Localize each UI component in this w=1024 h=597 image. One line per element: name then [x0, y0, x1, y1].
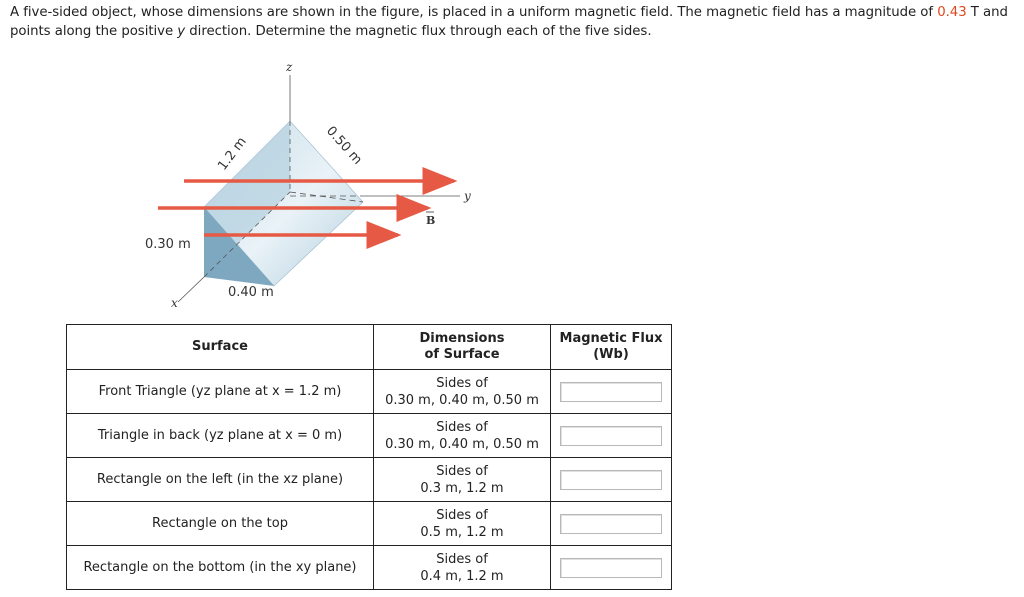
- flux-cell: [551, 370, 672, 414]
- dimension-line2: 0.30 m, 0.40 m, 0.50 m: [385, 436, 539, 452]
- label-y: y: [464, 189, 471, 203]
- dim-label-2: 0.50 m: [323, 123, 365, 168]
- flux-cell: [551, 458, 672, 502]
- problem-text-1: A five-sided object, whose dimensions are shown in the figure, is placed in a uniform magnetic field. The magnetic field has a magnitude of: [10, 5, 938, 20]
- x-axis: [178, 277, 204, 302]
- dim-label-3: 0.30 m: [145, 237, 191, 252]
- flux-input-back-triangle[interactable]: [560, 426, 662, 446]
- header-flux-line1: Magnetic Flux: [559, 331, 663, 346]
- dimension-line2: 0.4 m, 1.2 m: [420, 568, 504, 584]
- dimension-line1: Sides of: [436, 419, 488, 435]
- field-magnitude: 0.43: [937, 5, 967, 20]
- dimension-cell: [374, 370, 551, 414]
- surface-cell: Rectangle on the bottom (in the xy plane): [67, 546, 374, 590]
- header-dimensions-line1: Dimensions: [419, 331, 505, 346]
- table-header-row: [67, 325, 672, 370]
- label-b: B: [426, 214, 436, 227]
- dimension-line2: 0.5 m, 1.2 m: [420, 524, 504, 540]
- dimension-line1: Sides of: [436, 507, 488, 523]
- problem-text-2: T and points along the positive: [10, 5, 1008, 39]
- header-dimensions-line2: of Surface: [424, 347, 500, 362]
- header-dimensions: [374, 325, 551, 370]
- dimension-line2: 0.30 m, 0.40 m, 0.50 m: [385, 392, 539, 408]
- flux-cell: [551, 414, 672, 458]
- surface-cell: Rectangle on the top: [67, 502, 374, 546]
- label-z: z: [286, 60, 293, 74]
- surface-cell: Triangle in back (yz plane at x = 0 m): [67, 414, 374, 458]
- dim-label-4: 0.40 m: [228, 285, 274, 300]
- surface-cell: Front Triangle (yz plane at x = 1.2 m): [67, 370, 374, 414]
- flux-input-bottom-rectangle[interactable]: [560, 558, 662, 578]
- dimension-line1: Sides of: [436, 463, 488, 479]
- dimension-cell: [374, 502, 551, 546]
- table-row: [67, 502, 672, 546]
- header-flux-line2: (Wb): [593, 347, 629, 362]
- dimension-cell: [374, 414, 551, 458]
- header-surface-label: Surface: [192, 339, 248, 354]
- flux-cell: [551, 546, 672, 590]
- flux-table: [66, 324, 672, 590]
- flux-input-left-rectangle[interactable]: [560, 470, 662, 490]
- table-row: [67, 414, 672, 458]
- dimension-line1: Sides of: [436, 551, 488, 567]
- flux-input-front-triangle[interactable]: [560, 382, 662, 402]
- surface-cell: Rectangle on the left (in the xz plane): [67, 458, 374, 502]
- wedge-figure: [120, 55, 500, 315]
- axis-variable: y: [177, 24, 186, 39]
- table-row: [67, 370, 672, 414]
- dim-label-1: 1.2 m: [215, 134, 250, 174]
- header-flux: [551, 325, 672, 370]
- label-x: x: [171, 296, 178, 310]
- dimension-line2: 0.3 m, 1.2 m: [420, 480, 504, 496]
- problem-text-3: direction. Determine the magnetic flux through each of the five sides.: [185, 24, 652, 39]
- dimension-line1: Sides of: [436, 375, 488, 391]
- dimension-cell: [374, 458, 551, 502]
- table-row: [67, 546, 672, 590]
- flux-cell: [551, 502, 672, 546]
- table-row: [67, 458, 672, 502]
- header-surface: [67, 325, 374, 370]
- problem-statement: [10, 3, 1022, 41]
- dimension-cell: [374, 546, 551, 590]
- flux-input-top-rectangle[interactable]: [560, 514, 662, 534]
